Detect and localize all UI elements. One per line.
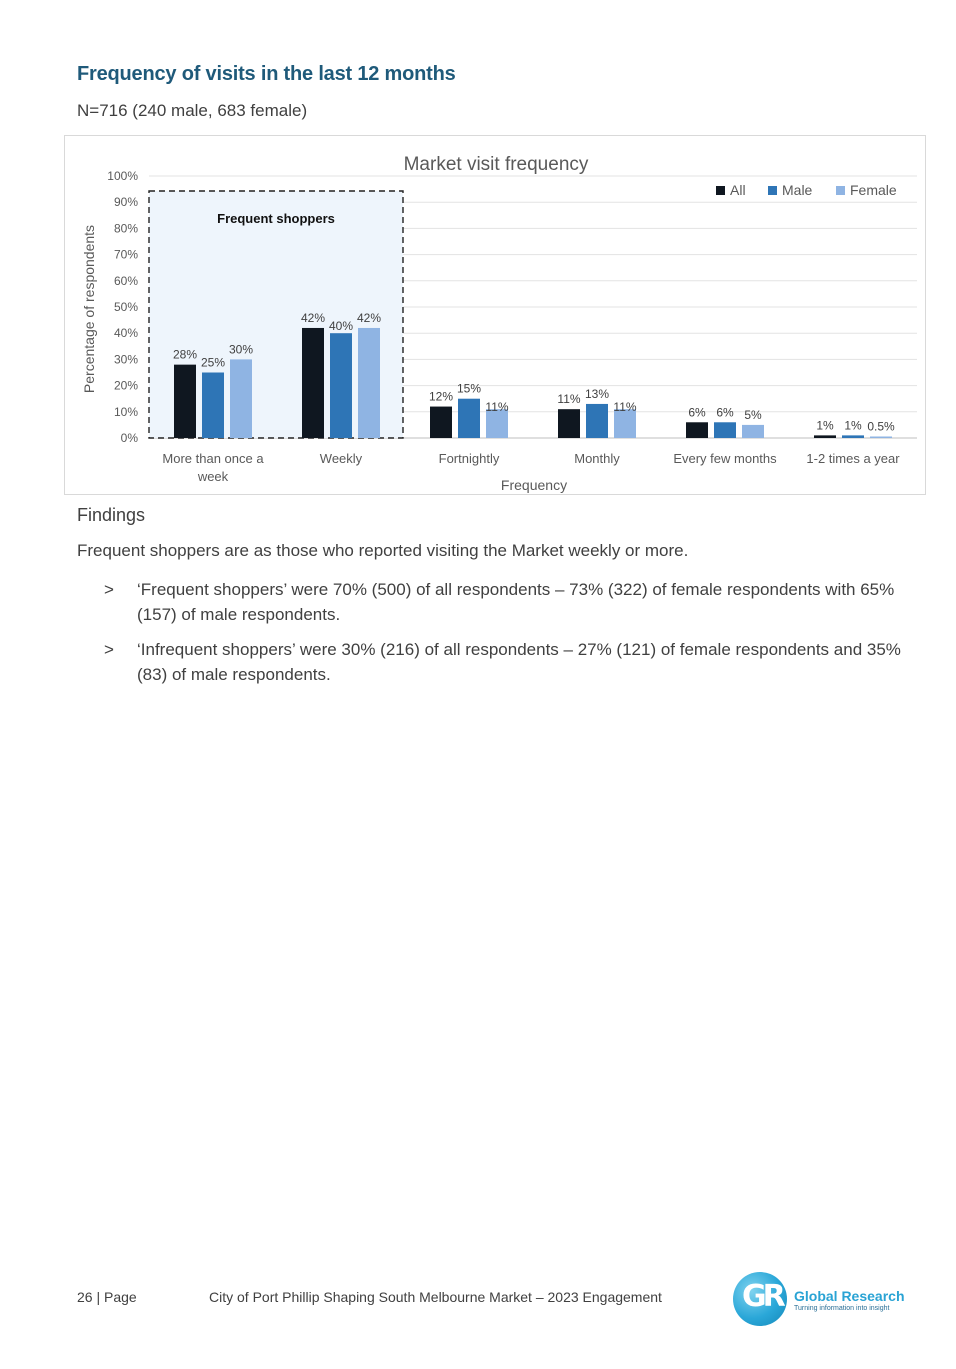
legend-swatch-male [768,186,777,195]
x-tick-label: 1-2 times a year [806,451,900,466]
legend-label-male: Male [782,182,813,198]
bar-male [586,404,608,438]
finding-text: ‘Infrequent shoppers’ were 30% (216) of all respondents – 27% (121) of female respondents and 35% (83) of male respondents. [137,640,901,684]
bar-female [742,425,764,438]
y-tick-label: 60% [113,273,138,288]
finding-item [104,577,904,627]
bar-all [558,409,580,438]
bar-male [330,333,352,438]
bullet-marker: > [104,580,114,599]
bar-male [202,373,224,439]
legend-swatch-female [836,186,845,195]
bar-male [458,399,480,438]
chart-frame [64,135,926,495]
x-tick-label: Monthly [574,451,620,466]
bar-female [870,437,892,439]
y-axis-title: Percentage of respondents [81,224,97,394]
data-label: 13% [584,386,610,401]
bar-female [358,328,380,438]
legend-layer [716,182,897,198]
logo-monogram: GR [742,1279,782,1314]
bar-female [230,359,252,438]
y-tick-label: 10% [113,404,138,419]
finding-item [104,637,904,687]
legend-label-all: All [730,182,746,198]
findings-intro: Frequent shoppers are as those who reported visiting the Market weekly or more. [77,541,689,560]
y-tick-label: 100% [107,169,138,183]
data-label: 42% [356,310,382,325]
bar-all [686,422,708,438]
y-tick-label: 90% [113,195,138,210]
bar-all [174,365,196,438]
data-label: 6% [688,405,706,420]
logo-tagline: Turning information into insight [794,1305,890,1312]
y-tick-label: 80% [113,221,138,236]
y-tick-label: 50% [113,300,138,314]
bar-all [430,407,452,438]
page-title: Frequency of visits in the last 12 months [77,63,456,85]
y-tick-label: 30% [113,352,138,367]
data-label: 11% [485,400,509,415]
x-tick-label: Weekly [319,451,363,466]
x-tick-label: More than once a week [162,451,264,484]
data-label: 28% [172,347,198,362]
findings-list [104,577,904,697]
data-label: 11% [557,392,581,407]
data-label: 40% [328,319,354,334]
bar-male [842,435,864,438]
x-tick-label: Every few months [673,451,777,466]
legend-swatch-all [716,186,725,195]
data-label: 0.5% [867,419,895,434]
global-research-logo [733,1272,913,1332]
data-label: 30% [228,342,254,357]
finding-text: ‘Frequent shoppers’ were 70% (500) of all respondents – 73% (322) of female respondents with 65% (157) of male respondents. [137,580,895,624]
data-label: 1% [844,418,862,433]
data-label: 5% [744,407,762,422]
sample-size-note: N=716 (240 male, 683 female) [77,101,308,120]
y-tick-label: 40% [113,326,138,341]
bar-male [714,422,736,438]
data-label: 1% [816,418,834,433]
legend-label-female: Female [850,182,897,198]
y-tick-label: 70% [113,247,138,262]
data-label: 25% [200,355,226,370]
data-label: 42% [300,310,326,325]
data-label: 12% [428,389,454,404]
data-label: 15% [456,381,482,396]
findings-heading: Findings [77,505,146,525]
page-number: 26 | Page [77,1289,137,1305]
chart-title: Market visit frequency [403,154,589,175]
data-label: 6% [716,405,734,420]
x-tick-label: Fortnightly [438,451,500,466]
x-axis-title: Frequency [500,477,568,493]
frequent-shoppers-label: Frequent shoppers [217,211,335,226]
bar-all [302,328,324,438]
bullet-marker: > [104,640,114,659]
logo-name: Global Research [794,1288,905,1304]
bar-all [814,435,836,438]
document-title: City of Port Phillip Shaping South Melbourne Market – 2023 Engagement [209,1289,662,1305]
data-label: 11% [613,400,637,415]
market-visit-frequency-chart [65,136,927,496]
y-tick-label: 0% [120,431,138,445]
y-tick-label: 20% [113,378,138,393]
